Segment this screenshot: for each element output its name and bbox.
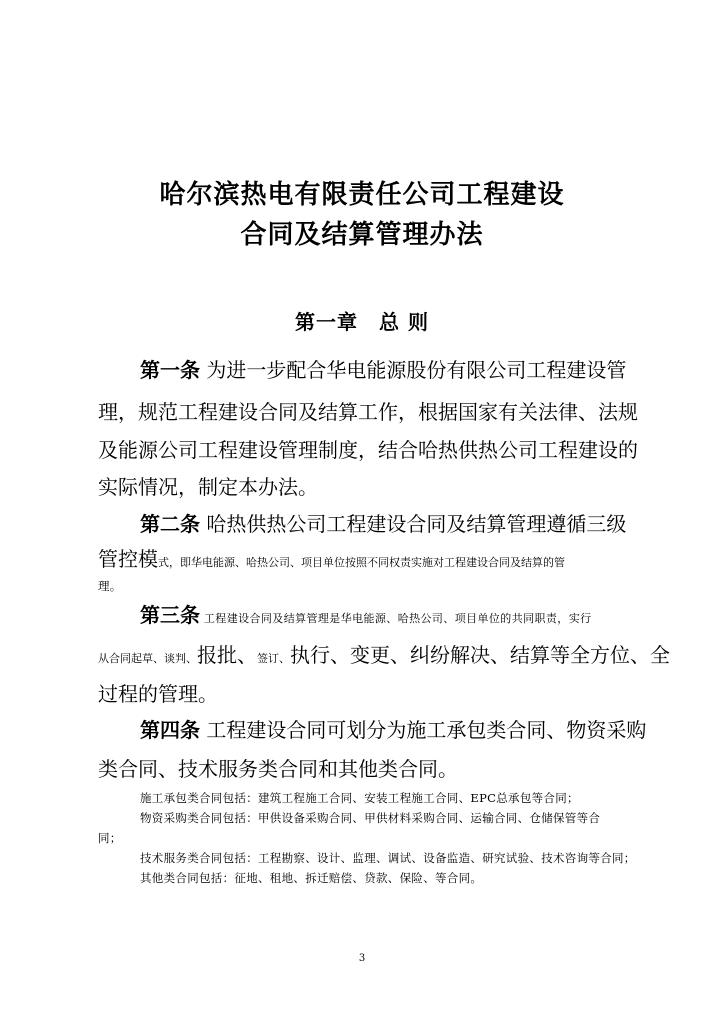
document-title-line-1: 哈尔滨热电有限责任公司工程建设	[159, 180, 565, 210]
article-3-text-2a: 从合同起草、谈判、	[98, 652, 197, 665]
note-construction-contracts: 施工承包类合同包括：建筑工程施工合同、安装工程施工合同、EPC总承包等合同；	[140, 791, 579, 805]
article-1-line-4: 实际情况，制定本办法。	[98, 475, 318, 499]
article-1-text-1: 为进一步配合华电能源股份有限公司工程建设管	[200, 358, 627, 382]
chapter-heading: 第一章 总 则	[295, 310, 429, 334]
article-3-text-2d: 执行、变更、纠纷解决、结算等全方位、全	[290, 643, 670, 667]
page-number: 3	[358, 953, 366, 964]
article-1-line-2: 理，规范工程建设合同及结算工作，根据国家有关法律、法规	[98, 400, 638, 424]
article-3-line-2	[98, 645, 670, 665]
article-3-line-3: 过程的管理。	[98, 682, 218, 706]
article-1-line-1	[140, 360, 626, 380]
note-technical-service-contracts: 技术服务类合同包括：工程勘察、设计、监理、调试、设备监造、研究试验、技术咨询等合同；	[140, 851, 636, 865]
article-2-line-3: 理。	[98, 579, 122, 593]
document-title-line-2: 合同及结算管理办法	[240, 220, 484, 250]
note-procurement-contracts-cont: 同；	[98, 831, 122, 845]
article-3-label: 第三条	[140, 603, 200, 627]
article-3-text-2c: 签订、	[257, 652, 290, 665]
article-2-label: 第二条	[140, 512, 200, 536]
article-1-label: 第一条	[140, 358, 200, 382]
article-2-text-1: 哈热供热公司工程建设合同及结算管理遵循三级	[200, 512, 627, 536]
article-2-text-2a: 管控模	[98, 547, 158, 571]
article-3-line-1	[140, 605, 592, 625]
note-procurement-contracts: 物资采购类合同包括：甲供设备采购合同、甲供材料采购合同、运输合同、仓储保管等合	[140, 811, 601, 825]
article-4-text-1: 工程建设合同可划分为施工承包类合同、物资采购	[200, 718, 647, 742]
article-4-line-2: 类合同、技术服务类合同和其他类合同。	[98, 757, 458, 781]
article-2-line-1	[140, 514, 626, 534]
article-3-text-2b: 报批、	[197, 643, 257, 667]
article-4-label: 第四条	[140, 718, 200, 742]
article-3-text-1: 工程建设合同及结算管理是华电能源、哈热公司、项目单位的共同职责，实行	[200, 612, 592, 625]
article-1-line-3: 及能源公司工程建设管理制度，结合哈热供热公司工程建设的	[98, 438, 638, 462]
article-4-line-1	[140, 720, 646, 740]
article-2-text-2b: 式，即华电能源、哈热公司、项目单位按照不同权责实施对工程建设合同及结算的管	[158, 556, 565, 569]
article-2-line-2	[98, 549, 565, 569]
note-other-contracts: 其他类合同包括：征地、租地、拆迁赔偿、贷款、保险、等合同。	[140, 871, 483, 885]
